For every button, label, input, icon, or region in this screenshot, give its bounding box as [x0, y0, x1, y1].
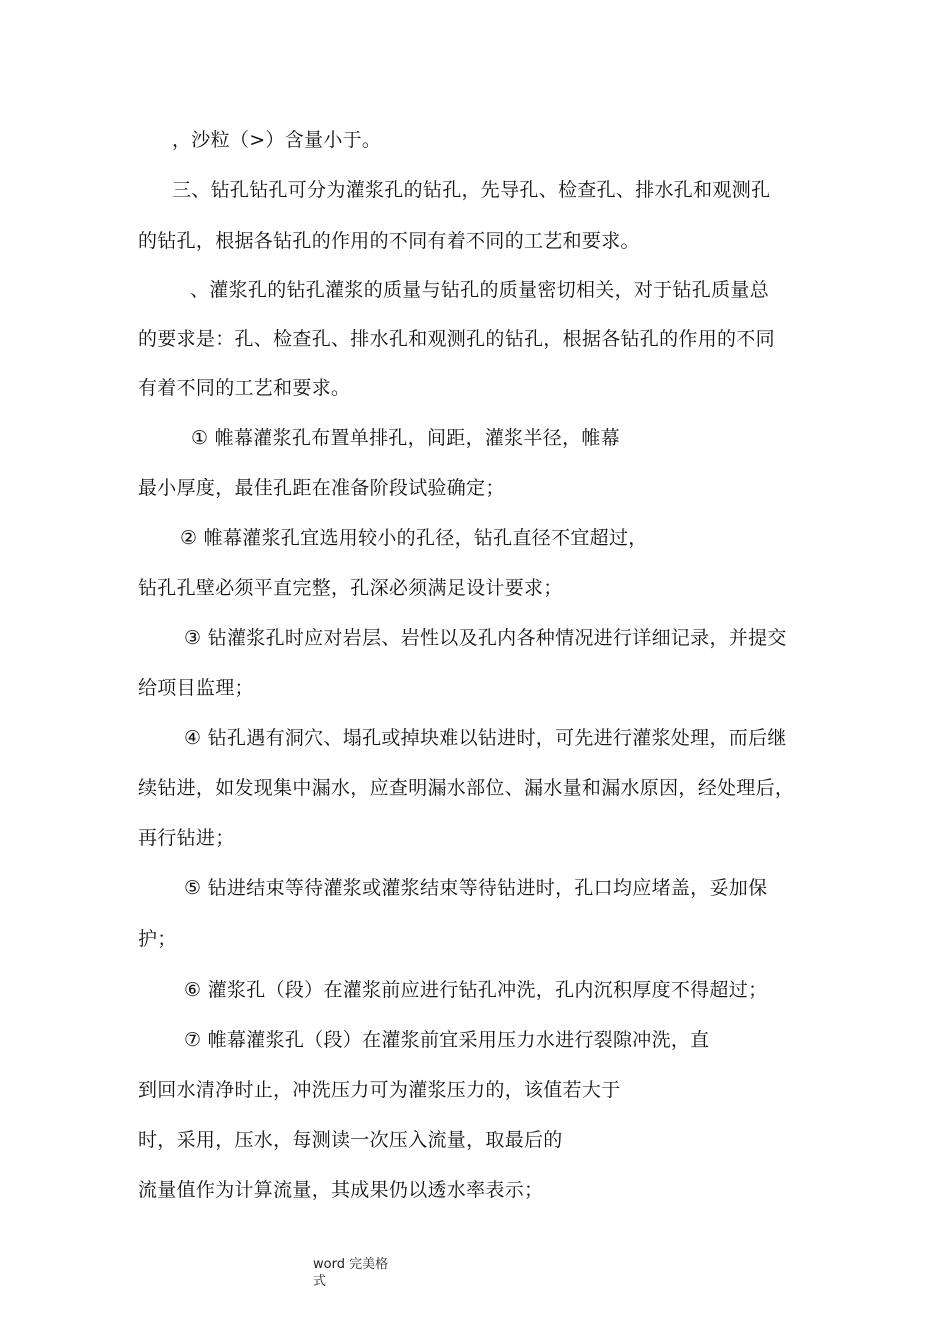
text-line-14: 续钻进，如发现集中漏水，应查明漏水部位、漏水量和漏水原因，经处理后，: [138, 777, 795, 799]
text-line-18: ⑥ 灌浆孔（段）在灌浆前应进行钻孔冲洗，孔内沉积厚度不得超过；: [184, 979, 768, 1001]
text-line-7: ① 帷幕灌浆孔布置单排孔，间距，灌浆半径，帷幕: [191, 427, 620, 449]
text-line-9: ② 帷幕灌浆孔宜选用较小的孔径，钻孔直径不宜超过，: [180, 527, 648, 549]
text-line-2: 三、钻孔钻孔可分为灌浆孔的钻孔，先导孔、检查孔、排水孔和观测孔: [172, 179, 771, 201]
text-line-10: 钻孔孔壁必须平直完整，孔深必须满足设计要求；: [138, 577, 563, 599]
text-line-1: ，沙粒（>）含量小于。: [172, 129, 382, 151]
footer-line-1: word 完美格: [313, 1257, 389, 1272]
text-line-22: 流量值作为计算流量，其成果仍以透水率表示；: [138, 1179, 544, 1201]
text-line-12: 给项目监理；: [138, 677, 254, 699]
footer-watermark: [313, 1256, 403, 1290]
text-line-5: 的要求是：孔、检查孔、排水孔和观测孔的钻孔，根据各钻孔的作用的不同: [138, 328, 775, 350]
text-line-13: ④ 钻孔遇有洞穴、塌孔或掉块难以钻进时，可先进行灌浆处理，而后继: [184, 727, 787, 749]
text-line-3: 的钻孔，根据各钻孔的作用的不同有着不同的工艺和要求。: [138, 230, 640, 252]
text-line-21: 时，采用，压水，每测读一次压入流量，取最后的: [138, 1129, 563, 1151]
footer-line-2: 式: [313, 1274, 327, 1289]
text-line-8: 最小厚度，最佳孔距在准备阶段试验确定；: [138, 477, 505, 499]
text-line-15: 再行钻进；: [138, 827, 235, 849]
text-line-11: ③ 钻灌浆孔时应对岩层、岩性以及孔内各种情况进行详细记录，并提交: [184, 627, 787, 649]
text-line-20: 到回水清净时止，冲洗压力可为灌浆压力的，该值若大于: [138, 1079, 621, 1101]
text-line-17: 护；: [138, 928, 177, 950]
text-line-16: ⑤ 钻进结束等待灌浆或灌浆结束等待钻进时，孔口均应堵盖，妥加保: [184, 877, 768, 899]
text-line-6: 有着不同的工艺和要求。: [138, 377, 351, 399]
text-line-19: ⑦ 帷幕灌浆孔（段）在灌浆前宜采用压力水进行裂隙冲洗，直: [184, 1029, 710, 1051]
text-line-4: 、灌浆孔的钻孔灌浆的质量与钻孔的质量密切相关，对于钻孔质量总: [190, 279, 770, 301]
